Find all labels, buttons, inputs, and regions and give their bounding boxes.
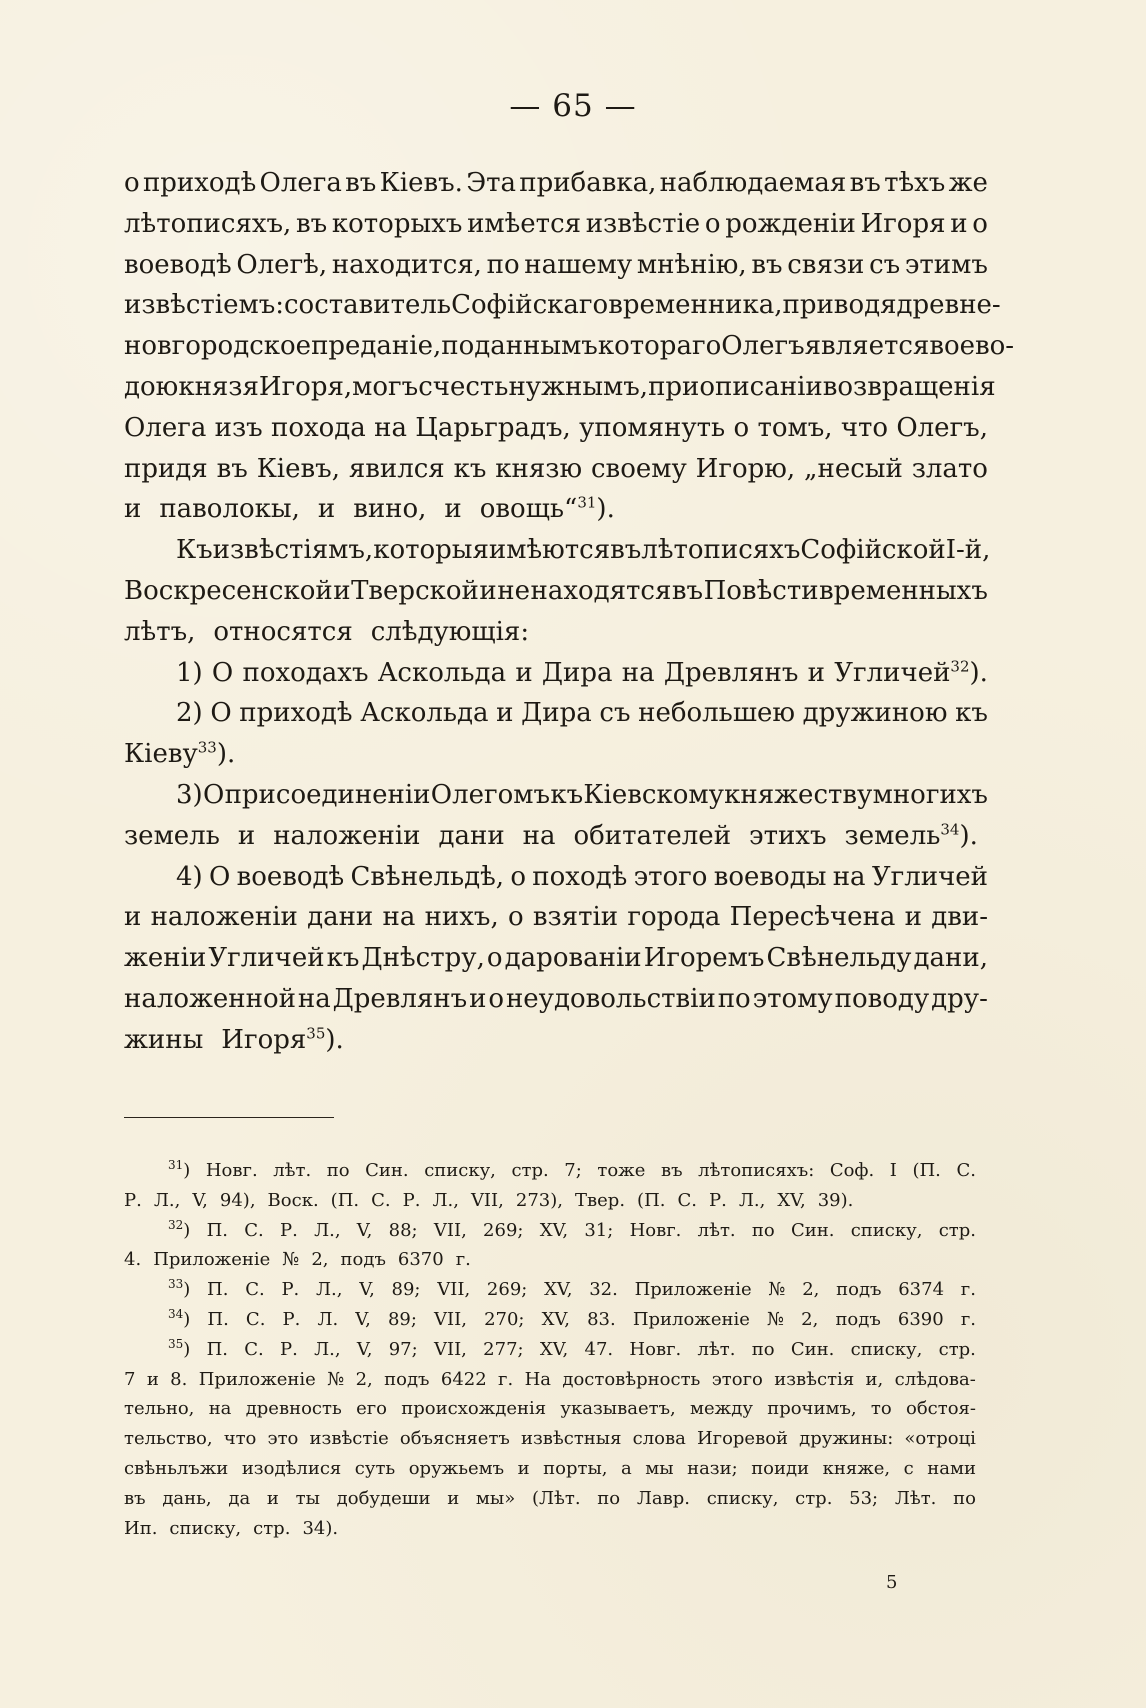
footnote-marker: 32 <box>168 1217 184 1232</box>
body-line: Кіеву$^{33}$). <box>124 738 236 770</box>
footnote-line: $^{31}$) Новг. лѣт. по Син. списку, стр. 7; тоже въ лѣтописяхъ: Соф. I (П. С. <box>168 1158 976 1181</box>
footnote-line: 7 и 8. Приложеніе № 2, подъ 6422 г. На достовѣрность этого извѣстія и, слѣдова- <box>124 1368 976 1390</box>
body-ref: 32 <box>950 656 970 675</box>
footnote-line: въ дань, да и ты добудеши и мы» (Лѣт. по Лавр. списку, стр. 53; Лѣт. по <box>124 1487 976 1509</box>
footnote-line: Ип. списку, стр. 34). <box>124 1517 339 1539</box>
page-number: — 65 — <box>509 88 637 124</box>
footnote-line: свѣньлъжи изодѣлися суть оружьемъ и порты, а мы нази; поиди княже, с нами <box>124 1457 976 1479</box>
footnote-line: $^{33}$) П. С. Р. Л., V, 89; VII, 269; XV, 32. Приложеніе № 2, подъ 6374 г. <box>168 1277 976 1301</box>
body-line: Воскресенской и Тверской и не находятся въ Повѣсти временныхъ <box>124 575 988 606</box>
body-line: 4) О воеводѣ Свѣнельдѣ, о походѣ этого воеводы на Угличей <box>176 861 988 892</box>
body-line: о приходѣ Олега въ Кіевъ. Эта прибавка, наблюдаемая въ тѣхъ же <box>124 168 988 198</box>
footnote-line: Р. Л., V, 94), Воск. (П. С. Р. Л., VII, 273), Твер. (П. С. Р. Л., XV, 39). <box>124 1189 854 1211</box>
footnote-line: $^{34}$) П. С. Р. Л. V, 89; VII, 270; XV, 83. Приложеніе № 2, подъ 6390 г. <box>168 1306 976 1330</box>
body-line: и паволокы, и вино, и овощь“$^{31}$). <box>124 493 615 525</box>
body-ref: 34 <box>940 820 960 839</box>
body-ref: 35 <box>306 1024 326 1043</box>
body-line: 3) О присоединеніи Олегомъ къ Кіевскому княжеству многихъ <box>176 779 988 810</box>
body-line: лѣтописяхъ, въ которыхъ имѣется извѣстіе о рожденіи Игоря и о <box>124 208 988 239</box>
footnote-line: 4. Приложеніе № 2, подъ 6370 г. <box>124 1249 471 1271</box>
footnote-line: тельство, что это извѣстіе объясняетъ извѣстныя слова Игоревой дружины: «отроці <box>124 1428 976 1450</box>
footnote-marker: 31 <box>168 1158 184 1172</box>
footnote-marker: 33 <box>168 1277 184 1292</box>
footnote-line: тельно, на древность его происхожденія указываетъ, между прочимъ, то обстоя- <box>124 1398 976 1420</box>
footnote-marker: 35 <box>168 1336 184 1351</box>
body-line: женіи Угличей къ Днѣстру, о дарованіи Игоремъ Свѣнельду дани, <box>124 943 988 974</box>
footnotes <box>124 1156 976 1543</box>
body-line: воеводѣ Олегѣ, находится, по нашему мнѣнію, въ связи съ этимъ <box>124 249 988 280</box>
main-text <box>124 163 1015 1061</box>
body-line: Къ извѣстіямъ, которыя имѣются въ лѣтописяхъ Софійской I-й, <box>176 535 991 566</box>
body-ref: 31 <box>577 493 597 512</box>
body-line: наложенной на Древлянъ и о неудовольствіи по этому поводу дру- <box>124 983 988 1014</box>
body-line: дою князя Игоря, могъ счесть нужнымъ, при описаніи возвращенія <box>124 371 996 402</box>
body-line: Олега изъ похода на Царьградъ, упомянуть о томъ, что Олегъ, <box>124 412 988 443</box>
body-line: 2) О приходѣ Аскольда и Дира съ небольшею дружиною къ <box>176 698 988 729</box>
footnote-separator <box>124 1117 334 1118</box>
body-line: придя въ Кіевъ, явился къ князю своему Игорю, „несый злато <box>124 453 988 484</box>
body-line: земель и наложеніи дани на обитателей этихъ земель$^{34}$). <box>124 820 978 851</box>
body-line: 1) О походахъ Аскольда и Дира на Древлянъ и Угличей$^{32}$). <box>176 656 988 688</box>
body-line: и наложеніи дани на нихъ, о взятіи города Пересѣчена и дви- <box>124 902 988 933</box>
body-line: жины Игоря$^{35}$). <box>124 1024 344 1055</box>
footnote-marker: 34 <box>168 1306 184 1321</box>
signature-mark: 5 <box>886 1572 899 1593</box>
body-line: новгородское преданіе, по даннымъ котораго Олегъ является воево- <box>124 331 1015 362</box>
footnote-line: $^{32}$) П. С. Р. Л., V, 88; VII, 269; XV, 31; Новг. лѣт. по Син. списку, стр. <box>168 1217 976 1241</box>
body-line: лѣтъ, относятся слѣдующія: <box>124 616 530 647</box>
footnote-line: $^{35}$) П. С. Р. Л., V, 97; VII, 277; XV, 47. Новг. лѣт. по Син. списку, стр. <box>168 1336 976 1360</box>
body-ref: 33 <box>197 738 217 757</box>
body-line: извѣстіемъ: составитель Софійскаго временника, приводя древне- <box>124 290 1001 321</box>
